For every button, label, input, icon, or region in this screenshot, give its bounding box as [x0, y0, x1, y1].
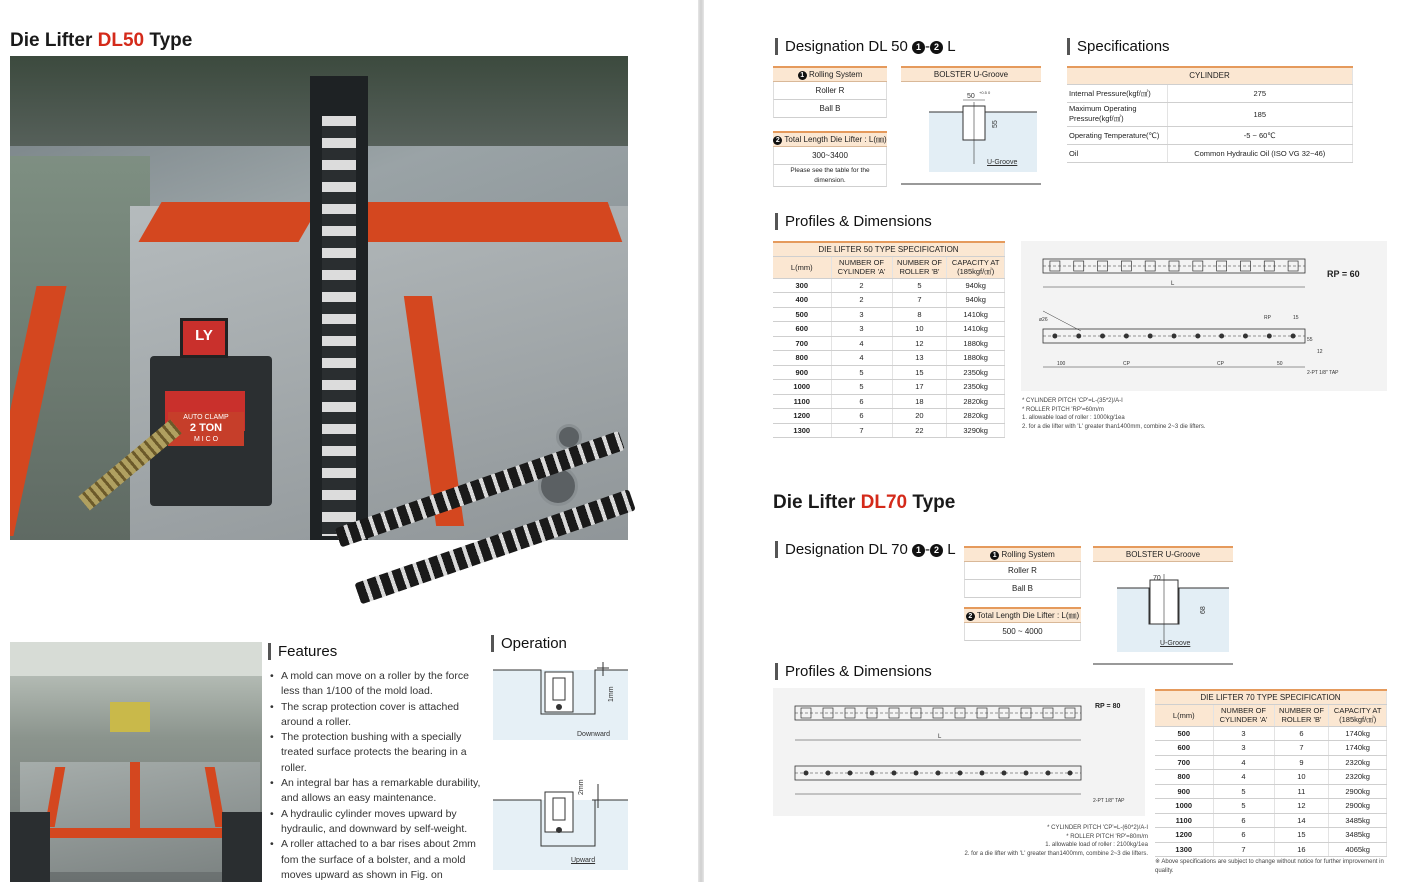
table-row: [773, 307, 1005, 322]
table-cell: 3: [831, 322, 892, 337]
table-cell: 1000: [773, 380, 831, 395]
page-title-dl50: Die Lifter DL50 Type: [10, 30, 193, 51]
dl70-footnote: ※ Above specifications are subject to change without notice for further improvement in quality.: [1155, 859, 1384, 874]
table-row: [1155, 770, 1387, 785]
roller-mark: [1076, 334, 1081, 339]
svg-text:ø26: ø26: [1039, 317, 1048, 323]
roller-mark: [914, 771, 919, 776]
feature-item: • An integral bar has a remarkable durability, and allows an easy maintenance.: [270, 776, 482, 807]
downward-label: Downward: [577, 731, 611, 738]
table-cell: 2900kg: [1329, 784, 1387, 799]
svg-text:50: 50: [1277, 361, 1283, 367]
table-cell: 1410kg: [947, 307, 1005, 322]
operation-diagram: [493, 652, 628, 882]
table-cell: 5: [1213, 784, 1274, 799]
press-photo: [10, 642, 262, 882]
svg-text:55: 55: [992, 120, 999, 128]
table-cell: 2900kg: [1329, 799, 1387, 814]
roller-mark: [1024, 771, 1029, 776]
table-cell: 1200: [1155, 828, 1213, 843]
feature-item: • The protection bushing with a specially treated surface protects the bearing in a roller.: [270, 730, 482, 776]
table-cell: 1740kg: [1329, 741, 1387, 756]
dl70-rolling-box: 1 Rolling System Roller R Ball B: [964, 546, 1081, 598]
table-row: [773, 322, 1005, 337]
page-gutter: [698, 0, 704, 882]
dl50-groove-drawing: [901, 84, 1041, 186]
table-cell: 2320kg: [1329, 770, 1387, 785]
table-cell: 500: [773, 307, 831, 322]
table-cell: 6: [831, 409, 892, 424]
table-cell: 17: [892, 380, 947, 395]
die-lifter-bars-photo: [338, 488, 638, 598]
table-cell: 600: [1155, 741, 1213, 756]
table-cell: 11: [1274, 784, 1329, 799]
svg-text:50: 50: [967, 93, 975, 100]
table-cell: 1880kg: [947, 351, 1005, 366]
feature-item: • A roller attached to a bar rises about 2mm fom the surface of a bolster, and a mold moves upward as shown in Fig. on: [270, 837, 482, 883]
table-cell: 7: [892, 293, 947, 308]
dl50-groove-label: U-Groove: [987, 159, 1018, 166]
table-cell: 1410kg: [947, 322, 1005, 337]
roller-mark: [1172, 334, 1177, 339]
designation-dl50: Designation DL 50 1 - 2 L: [775, 38, 956, 55]
table-cell: 3485kg: [1329, 828, 1387, 843]
table-cell: 14: [1274, 813, 1329, 828]
svg-text:70: 70: [1153, 575, 1161, 582]
table-cell: 7: [1213, 842, 1274, 857]
table-row: [1155, 842, 1387, 857]
table-cell: 300: [773, 278, 831, 293]
roller-mark: [1291, 334, 1296, 339]
table-cell: 15: [1274, 828, 1329, 843]
table-cell: 500: [1155, 726, 1213, 741]
table-cell: 6: [1213, 813, 1274, 828]
dl70-profiles-heading: Profiles & Dimensions: [775, 663, 932, 680]
table-row: [773, 365, 1005, 380]
roller-mark: [1100, 334, 1105, 339]
dl70-spec-table: DIE LIFTER 70 TYPE SPECIFICATION L(mm) NUMBER OF CYLINDER 'A' NUMBER OF ROLLER 'B' CAPACITY AT (185kgf/㎠) 500 3 6 1740kg 600 3 7 1740kg 700 4 9 2320kg 800 4 10 2320kg 900 5 11 2900kg 1000 5 12 2900kg 1100 6 14 3485kg 1200 6 15 3485kg 1300 7 16 4065kg: [1155, 689, 1387, 857]
table-cell: 5: [892, 278, 947, 293]
roller-mark: [826, 771, 831, 776]
table-cell: 4065kg: [1329, 842, 1387, 857]
roller-mark: [1195, 334, 1200, 339]
table-cell: 4: [1213, 755, 1274, 770]
table-cell: 1740kg: [1329, 726, 1387, 741]
specifications-heading: Specifications: [1067, 38, 1170, 55]
dl70-groove-label: U-Groove: [1160, 640, 1191, 647]
feature-item: • The scrap protection cover is attached around a roller.: [270, 700, 482, 731]
svg-text:12: 12: [1317, 349, 1323, 355]
table-row: [773, 293, 1005, 308]
dl50-length-box: 2 Total Length Die Lifter : L(㎜) 300~3400 Please see the table for the dimension.: [773, 131, 887, 187]
table-cell: 1880kg: [947, 336, 1005, 351]
roller-mark: [1046, 771, 1051, 776]
dl50-rp-label: RP = 60: [1327, 269, 1360, 279]
dl70-groove-drawing: [1093, 564, 1233, 666]
roller-mark: [1148, 334, 1153, 339]
table-cell: 700: [1155, 755, 1213, 770]
dim-2mm: 2mm: [578, 779, 585, 795]
table-cell: 5: [831, 365, 892, 380]
roller-mark: [1124, 334, 1129, 339]
table-row: [1155, 828, 1387, 843]
dl50-groove-box: BOLSTER U-Groove: [901, 66, 1041, 82]
feature-item: • A hydraulic cylinder moves upward by hydraulic, and downward by self-weight.: [270, 807, 482, 838]
table-cell: 13: [892, 351, 947, 366]
features-heading: Features: [268, 643, 337, 660]
table-cell: 2820kg: [947, 394, 1005, 409]
table-row: [773, 409, 1005, 424]
option-roller: Roller R: [773, 82, 887, 100]
option-ball: Ball B: [773, 100, 887, 118]
table-cell: 15: [892, 365, 947, 380]
roller-mark: [980, 771, 985, 776]
table-row: [1155, 741, 1387, 756]
svg-text:L: L: [938, 734, 942, 740]
table-cell: 1000: [1155, 799, 1213, 814]
svg-text:100: 100: [1057, 361, 1066, 367]
roller-mark: [848, 771, 853, 776]
table-cell: 800: [773, 351, 831, 366]
table-cell: 1100: [1155, 813, 1213, 828]
table-cell: 4: [831, 351, 892, 366]
page-title-dl70: Die Lifter DL70 Type: [773, 492, 956, 513]
table-cell: 4: [831, 336, 892, 351]
svg-text:68: 68: [1200, 606, 1207, 614]
table-cell: 700: [773, 336, 831, 351]
table-cell: 2: [831, 293, 892, 308]
table-row: [1155, 813, 1387, 828]
table-cell: 940kg: [947, 278, 1005, 293]
svg-text:2-PT 1/8" TAP: 2-PT 1/8" TAP: [1307, 370, 1339, 376]
table-row: [1155, 726, 1387, 741]
specifications-table: CYLINDER Internal Pressure(kgf/㎠) 275 Maximum Operating Pressure(kgf/㎠) 185 Operating Temperature(℃) -5 ~ 60℃ Oil Common Hydraulic Oil (ISO VG 32~46): [1067, 66, 1353, 163]
table-row: [773, 423, 1005, 438]
dl50-rolling-box: 1 Rolling System Roller R Ball B: [773, 66, 887, 118]
table-cell: 9: [1274, 755, 1329, 770]
roller-mark: [804, 771, 809, 776]
table-cell: 12: [1274, 799, 1329, 814]
table-cell: 4: [1213, 770, 1274, 785]
table-cell: 10: [892, 322, 947, 337]
table-cell: 22: [892, 423, 947, 438]
dl70-notes: * CYLINDER PITCH 'CP'=L-(60*2)/A-I * ROLLER PITCH 'RP'=80m/m 1. allowable load of roller : 2100kg/1ea 2. for a die lifter with 'L' greater than1400mm, combine 2~3 die lifters.: [964, 825, 1148, 857]
svg-text:+0.5 0: +0.5 0: [979, 90, 991, 95]
table-cell: 8: [892, 307, 947, 322]
table-cell: 6: [1274, 726, 1329, 741]
table-cell: 5: [831, 380, 892, 395]
table-cell: 3: [831, 307, 892, 322]
svg-text:2-PT 1/8" TAP: 2-PT 1/8" TAP: [1093, 798, 1125, 804]
svg-text:RP: RP: [1264, 315, 1271, 321]
features-list: [270, 669, 482, 883]
table-cell: 1100: [773, 394, 831, 409]
roller-mark: [1267, 334, 1272, 339]
roller-mark: [1068, 771, 1073, 776]
table-cell: 2820kg: [947, 409, 1005, 424]
table-row: [773, 351, 1005, 366]
dl50-spec-table: DIE LIFTER 50 TYPE SPECIFICATION L(mm) NUMBER OF CYLINDER 'A' NUMBER OF ROLLER 'B' CAPACITY AT (185kgf/㎠) 300 2 5 940kg 400 2 7 940kg 500 3 8 1410kg 600 3 10 1410kg 700 4 12 1880kg 800 4 13 1880kg 900 5 15 2350kg 1000 5 17 2350kg 1100 6 18 2820kg 1200 6 20 2820kg 1300 7 22 3290kg: [773, 241, 1005, 438]
table-cell: 5: [1213, 799, 1274, 814]
roller-mark: [870, 771, 875, 776]
dl70-rp-label: RP = 80: [1095, 703, 1121, 710]
table-cell: 2: [831, 278, 892, 293]
table-cell: 7: [1274, 741, 1329, 756]
dl50-notes: * CYLINDER PITCH 'CP'=L-(35*2)/A-I * ROLLER PITCH 'RP'=60m/m 1. allowable load of roller : 1000kg/1ea 2. for a die lifter with 'L' greater than1400mm, combine 2~3 die lifters.: [1022, 398, 1206, 430]
table-cell: 3: [1213, 741, 1274, 756]
table-cell: 3: [1213, 726, 1274, 741]
table-row: [773, 336, 1005, 351]
roller-mark: [892, 771, 897, 776]
dl50-profiles-heading: Profiles & Dimensions: [775, 213, 932, 230]
table-cell: 900: [1155, 784, 1213, 799]
table-cell: 1300: [773, 423, 831, 438]
svg-text:CP: CP: [1123, 361, 1130, 367]
table-cell: 1300: [1155, 842, 1213, 857]
table-row: [1155, 784, 1387, 799]
table-cell: 12: [892, 336, 947, 351]
roller-mark: [1219, 334, 1224, 339]
svg-text:CP: CP: [1217, 361, 1224, 367]
table-cell: 800: [1155, 770, 1213, 785]
table-cell: 6: [1213, 828, 1274, 843]
roller-mark: [1002, 771, 1007, 776]
operation-heading: Operation: [491, 635, 567, 652]
table-cell: 2320kg: [1329, 755, 1387, 770]
svg-text:55: 55: [1307, 337, 1313, 343]
table-cell: 2350kg: [947, 380, 1005, 395]
table-cell: 18: [892, 394, 947, 409]
table-row: [1155, 799, 1387, 814]
table-cell: 7: [831, 423, 892, 438]
table-cell: 3485kg: [1329, 813, 1387, 828]
table-cell: 2350kg: [947, 365, 1005, 380]
table-row: [773, 278, 1005, 293]
designation-dl70: Designation DL 70 1 - 2 L: [775, 541, 956, 558]
feature-item: • A mold can move on a roller by the force less than 1/100 of the mold load.: [270, 669, 482, 700]
table-cell: 600: [773, 322, 831, 337]
dl70-groove-box: BOLSTER U-Groove: [1093, 546, 1233, 562]
table-cell: 400: [773, 293, 831, 308]
dl70-length-box: 2 Total Length Die Lifter : L(㎜) 500 ~ 4000: [964, 607, 1081, 641]
table-row: [773, 394, 1005, 409]
table-cell: 3290kg: [947, 423, 1005, 438]
table-cell: 10: [1274, 770, 1329, 785]
svg-text:15: 15: [1293, 315, 1299, 321]
svg-text:L: L: [1171, 281, 1175, 287]
table-row: [1155, 755, 1387, 770]
table-cell: 20: [892, 409, 947, 424]
roller-mark: [936, 771, 941, 776]
roller-mark: [1052, 334, 1057, 339]
table-row: [773, 380, 1005, 395]
roller-mark: [958, 771, 963, 776]
table-cell: 1200: [773, 409, 831, 424]
clamp-badge: LY: [180, 318, 228, 358]
table-cell: 16: [1274, 842, 1329, 857]
dim-1mm: 1mm: [608, 686, 615, 702]
table-cell: 940kg: [947, 293, 1005, 308]
bolster-photo: LY AUTO CLAMP 2 TON M I C O: [10, 56, 628, 540]
dl70-drawing: [773, 688, 1145, 816]
roller-mark: [1243, 334, 1248, 339]
table-cell: 6: [831, 394, 892, 409]
upward-label: Upward: [571, 857, 596, 864]
dl50-drawing: [1021, 241, 1387, 391]
table-cell: 900: [773, 365, 831, 380]
